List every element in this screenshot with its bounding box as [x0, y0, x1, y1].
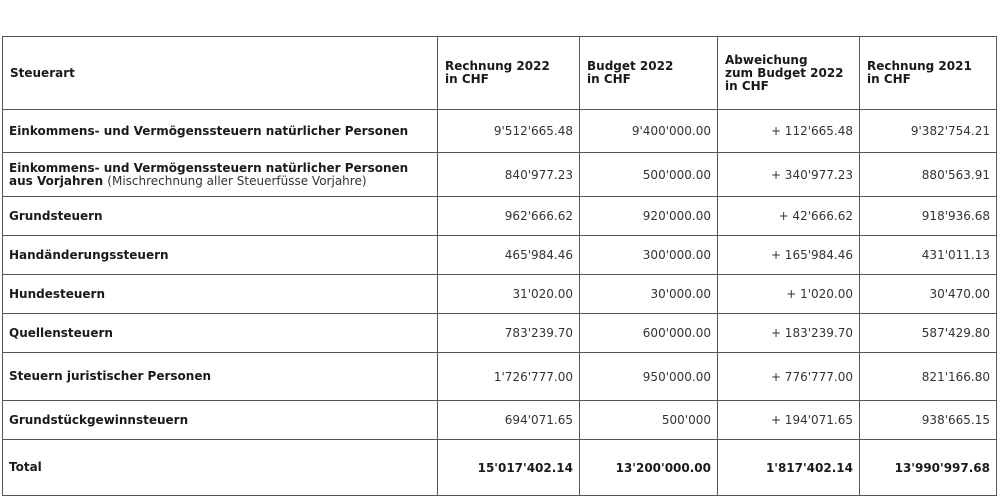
cell-abweichung: + 165'984.46 — [718, 236, 860, 275]
cell-rechnung-2022: 783'239.70 — [438, 314, 580, 353]
row-label: Grundsteuern — [3, 197, 438, 236]
total-rechnung-2021: 13'990'997.68 — [860, 440, 997, 496]
cell-rechnung-2021: 587'429.80 — [860, 314, 997, 353]
cell-budget-2022: 30'000.00 — [580, 275, 718, 314]
cell-rechnung-2022: 9'512'665.48 — [438, 110, 580, 153]
cell-budget-2022: 9'400'000.00 — [580, 110, 718, 153]
row-label: Hundesteuern — [3, 275, 438, 314]
total-label: Total — [3, 440, 438, 496]
header-rechnung-2022: Rechnung 2022 in CHF — [438, 37, 580, 110]
cell-rechnung-2021: 9'382'754.21 — [860, 110, 997, 153]
table-row — [3, 110, 997, 153]
cell-rechnung-2021: 431'011.13 — [860, 236, 997, 275]
cell-rechnung-2022: 962'666.62 — [438, 197, 580, 236]
row-label: Steuern juristischer Personen — [3, 353, 438, 401]
cell-budget-2022: 500'000 — [580, 401, 718, 440]
row-label: Handänderungssteuern — [3, 236, 438, 275]
cell-rechnung-2021: 880'563.91 — [860, 153, 997, 197]
row-note: (Mischrechnung aller Steuerfüsse Vorjahre) — [107, 173, 367, 188]
table-row — [3, 401, 997, 440]
total-abweichung: 1'817'402.14 — [718, 440, 860, 496]
cell-abweichung: + 183'239.70 — [718, 314, 860, 353]
table-row — [3, 353, 997, 401]
cell-abweichung: + 340'977.23 — [718, 153, 860, 197]
table-row — [3, 197, 997, 236]
cell-budget-2022: 300'000.00 — [580, 236, 718, 275]
cell-rechnung-2022: 840'977.23 — [438, 153, 580, 197]
cell-budget-2022: 500'000.00 — [580, 153, 718, 197]
row-label: Einkommens- und Vermögenssteuern natürlicher Personen — [3, 110, 438, 153]
table-header-row — [3, 37, 997, 110]
total-row — [3, 440, 997, 496]
total-budget-2022: 13'200'000.00 — [580, 440, 718, 496]
tax-revenue-table — [2, 36, 997, 496]
cell-rechnung-2021: 938'665.15 — [860, 401, 997, 440]
row-label: Quellensteuern — [3, 314, 438, 353]
cell-abweichung: + 1'020.00 — [718, 275, 860, 314]
cell-budget-2022: 950'000.00 — [580, 353, 718, 401]
table-row — [3, 236, 997, 275]
cell-abweichung: + 776'777.00 — [718, 353, 860, 401]
row-label: Einkommens- und Vermögenssteuern natürlicher Personen aus Vorjahren (Mischrechnung aller Steuerfüsse Vorjahre) — [3, 153, 438, 197]
header-budget-2022: Budget 2022 in CHF — [580, 37, 718, 110]
cell-rechnung-2022: 694'071.65 — [438, 401, 580, 440]
cell-rechnung-2021: 821'166.80 — [860, 353, 997, 401]
total-rechnung-2022: 15'017'402.14 — [438, 440, 580, 496]
table-row — [3, 275, 997, 314]
header-steuerart: Steuerart — [3, 37, 438, 110]
header-rechnung-2021: Rechnung 2021 in CHF — [860, 37, 997, 110]
row-label: Grundstückgewinnsteuern — [3, 401, 438, 440]
cell-rechnung-2022: 31'020.00 — [438, 275, 580, 314]
cell-abweichung: + 42'666.62 — [718, 197, 860, 236]
cell-rechnung-2021: 918'936.68 — [860, 197, 997, 236]
cell-rechnung-2022: 1'726'777.00 — [438, 353, 580, 401]
cell-rechnung-2022: 465'984.46 — [438, 236, 580, 275]
cell-abweichung: + 194'071.65 — [718, 401, 860, 440]
cell-abweichung: + 112'665.48 — [718, 110, 860, 153]
cell-budget-2022: 920'000.00 — [580, 197, 718, 236]
table-row — [3, 153, 997, 197]
cell-budget-2022: 600'000.00 — [580, 314, 718, 353]
header-abweichung: Abweichung zum Budget 2022 in CHF — [718, 37, 860, 110]
table-row — [3, 314, 997, 353]
cell-rechnung-2021: 30'470.00 — [860, 275, 997, 314]
